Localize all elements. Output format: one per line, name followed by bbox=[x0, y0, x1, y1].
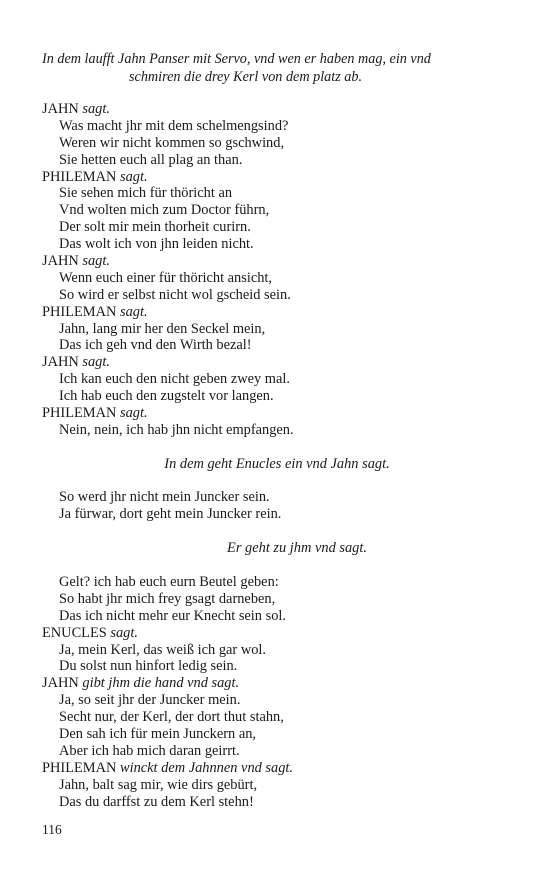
verse-line: Ja fürwar, dort geht mein Juncker rein. bbox=[59, 506, 282, 523]
verse-line: Vnd wolten mich zum Doctor führn, bbox=[59, 202, 270, 219]
verse-line: Das ich nicht mehr eur Knecht sein sol. bbox=[59, 607, 286, 624]
speaker-line bbox=[42, 354, 512, 371]
verse-line: So werd jhr nicht mein Juncker sein. bbox=[59, 489, 270, 506]
speaker-line bbox=[42, 405, 512, 422]
verse-group-2 bbox=[42, 574, 512, 625]
speaker-direction: gibt jhm die hand vnd sagt. bbox=[82, 675, 240, 692]
speech-block-1 bbox=[42, 101, 512, 439]
verse-line: Was macht jhr mit dem schelmengsind? bbox=[59, 117, 289, 134]
verse-line: Jahn, balt sag mir, wie dirs gebürt, bbox=[59, 776, 258, 793]
speaker-line bbox=[42, 101, 512, 118]
verse-line: Ja, mein Kerl, das weiß ich gar wol. bbox=[59, 641, 267, 658]
speaker-direction: sagt. bbox=[119, 303, 148, 320]
speaker-line bbox=[42, 625, 512, 642]
verse-line: So wird er selbst nicht wol gscheid sein. bbox=[59, 286, 291, 303]
verse-group-1 bbox=[42, 489, 512, 523]
page-number: 116 bbox=[42, 822, 62, 837]
verse-line: Sie hetten euch all plag an than. bbox=[59, 151, 243, 168]
stage-direction: Er geht zu jhm vnd sagt. bbox=[227, 540, 367, 557]
verse-line: Du solst nun hinfort ledig sein. bbox=[59, 658, 238, 675]
speaker-name: JAHN bbox=[42, 101, 79, 117]
verse-line: Der solt mir mein thorheit curirn. bbox=[59, 219, 251, 236]
verse-line: Weren wir nicht kommen so gschwind, bbox=[59, 134, 285, 151]
spacer bbox=[42, 557, 512, 574]
verse-line: So habt jhr mich frey gsagt darneben, bbox=[59, 590, 276, 607]
speaker-direction: sagt. bbox=[119, 405, 148, 422]
speaker-line bbox=[42, 675, 512, 692]
speaker-direction: sagt. bbox=[119, 168, 148, 185]
speaker-name: ENUCLES bbox=[42, 624, 107, 641]
stage-direction: In dem geht Enucles ein vnd Jahn sagt. bbox=[164, 455, 390, 472]
verse-line: Jahn, lang mir her den Seckel mein, bbox=[59, 320, 266, 337]
verse-line: Ich hab euch den zugstelt vor langen. bbox=[59, 388, 274, 405]
speaker-direction: sagt. bbox=[82, 354, 110, 371]
verse-line: Den sah ich für mein Junckern an, bbox=[59, 725, 257, 742]
spacer bbox=[42, 523, 512, 540]
speaker-name: PHILEMAN bbox=[42, 303, 117, 320]
play-text bbox=[42, 101, 512, 810]
verse-line: Das du darffst zu dem Kerl stehn! bbox=[59, 793, 254, 810]
speaker-name: JAHN bbox=[42, 354, 79, 371]
spacer bbox=[42, 473, 512, 490]
verse-line: Nein, nein, ich hab jhn nicht empfangen. bbox=[59, 421, 294, 438]
speech-block-2 bbox=[42, 625, 512, 811]
speaker-line bbox=[42, 304, 512, 321]
verse-line: Das wolt ich von jhn leiden nicht. bbox=[59, 236, 254, 253]
spacer bbox=[42, 439, 512, 456]
speaker-line bbox=[42, 169, 512, 186]
opening-stage-direction bbox=[42, 50, 512, 86]
speaker-direction: sagt. bbox=[82, 101, 110, 117]
verse-line: Ich kan euch den nicht geben zwey mal. bbox=[59, 371, 290, 388]
verse-line: Aber ich hab mich daran geirrt. bbox=[59, 742, 240, 759]
speaker-direction: winckt dem Jahnnen vnd sagt. bbox=[119, 759, 294, 776]
speaker-name: PHILEMAN bbox=[42, 168, 117, 185]
speaker-line bbox=[42, 760, 512, 777]
speaker-line bbox=[42, 253, 512, 270]
heading-line-2: schmiren die drey Kerl von dem platz ab. bbox=[129, 69, 362, 85]
speaker-name: PHILEMAN bbox=[42, 405, 117, 422]
verse-line: Ja, so seit jhr der Juncker mein. bbox=[59, 692, 241, 709]
speaker-name: JAHN bbox=[42, 675, 79, 692]
speaker-direction: sagt. bbox=[110, 624, 138, 641]
verse-line: Das ich geh vnd den Wirth bezal! bbox=[59, 337, 252, 354]
speaker-name: PHILEMAN bbox=[42, 759, 117, 776]
speaker-direction: sagt. bbox=[82, 253, 110, 270]
heading-line-1: In dem laufft Jahn Panser mit Servo, vnd wen er haben mag, ein vnd bbox=[42, 51, 431, 67]
verse-line: Gelt? ich hab euch eurn Beutel geben: bbox=[59, 573, 279, 590]
verse-line: Wenn euch einer für thöricht ansicht, bbox=[59, 269, 273, 286]
verse-line: Sie sehen mich für thöricht an bbox=[59, 185, 233, 202]
verse-line: Secht nur, der Kerl, der dort thut stahn, bbox=[59, 709, 284, 726]
speaker-name: JAHN bbox=[42, 253, 79, 270]
